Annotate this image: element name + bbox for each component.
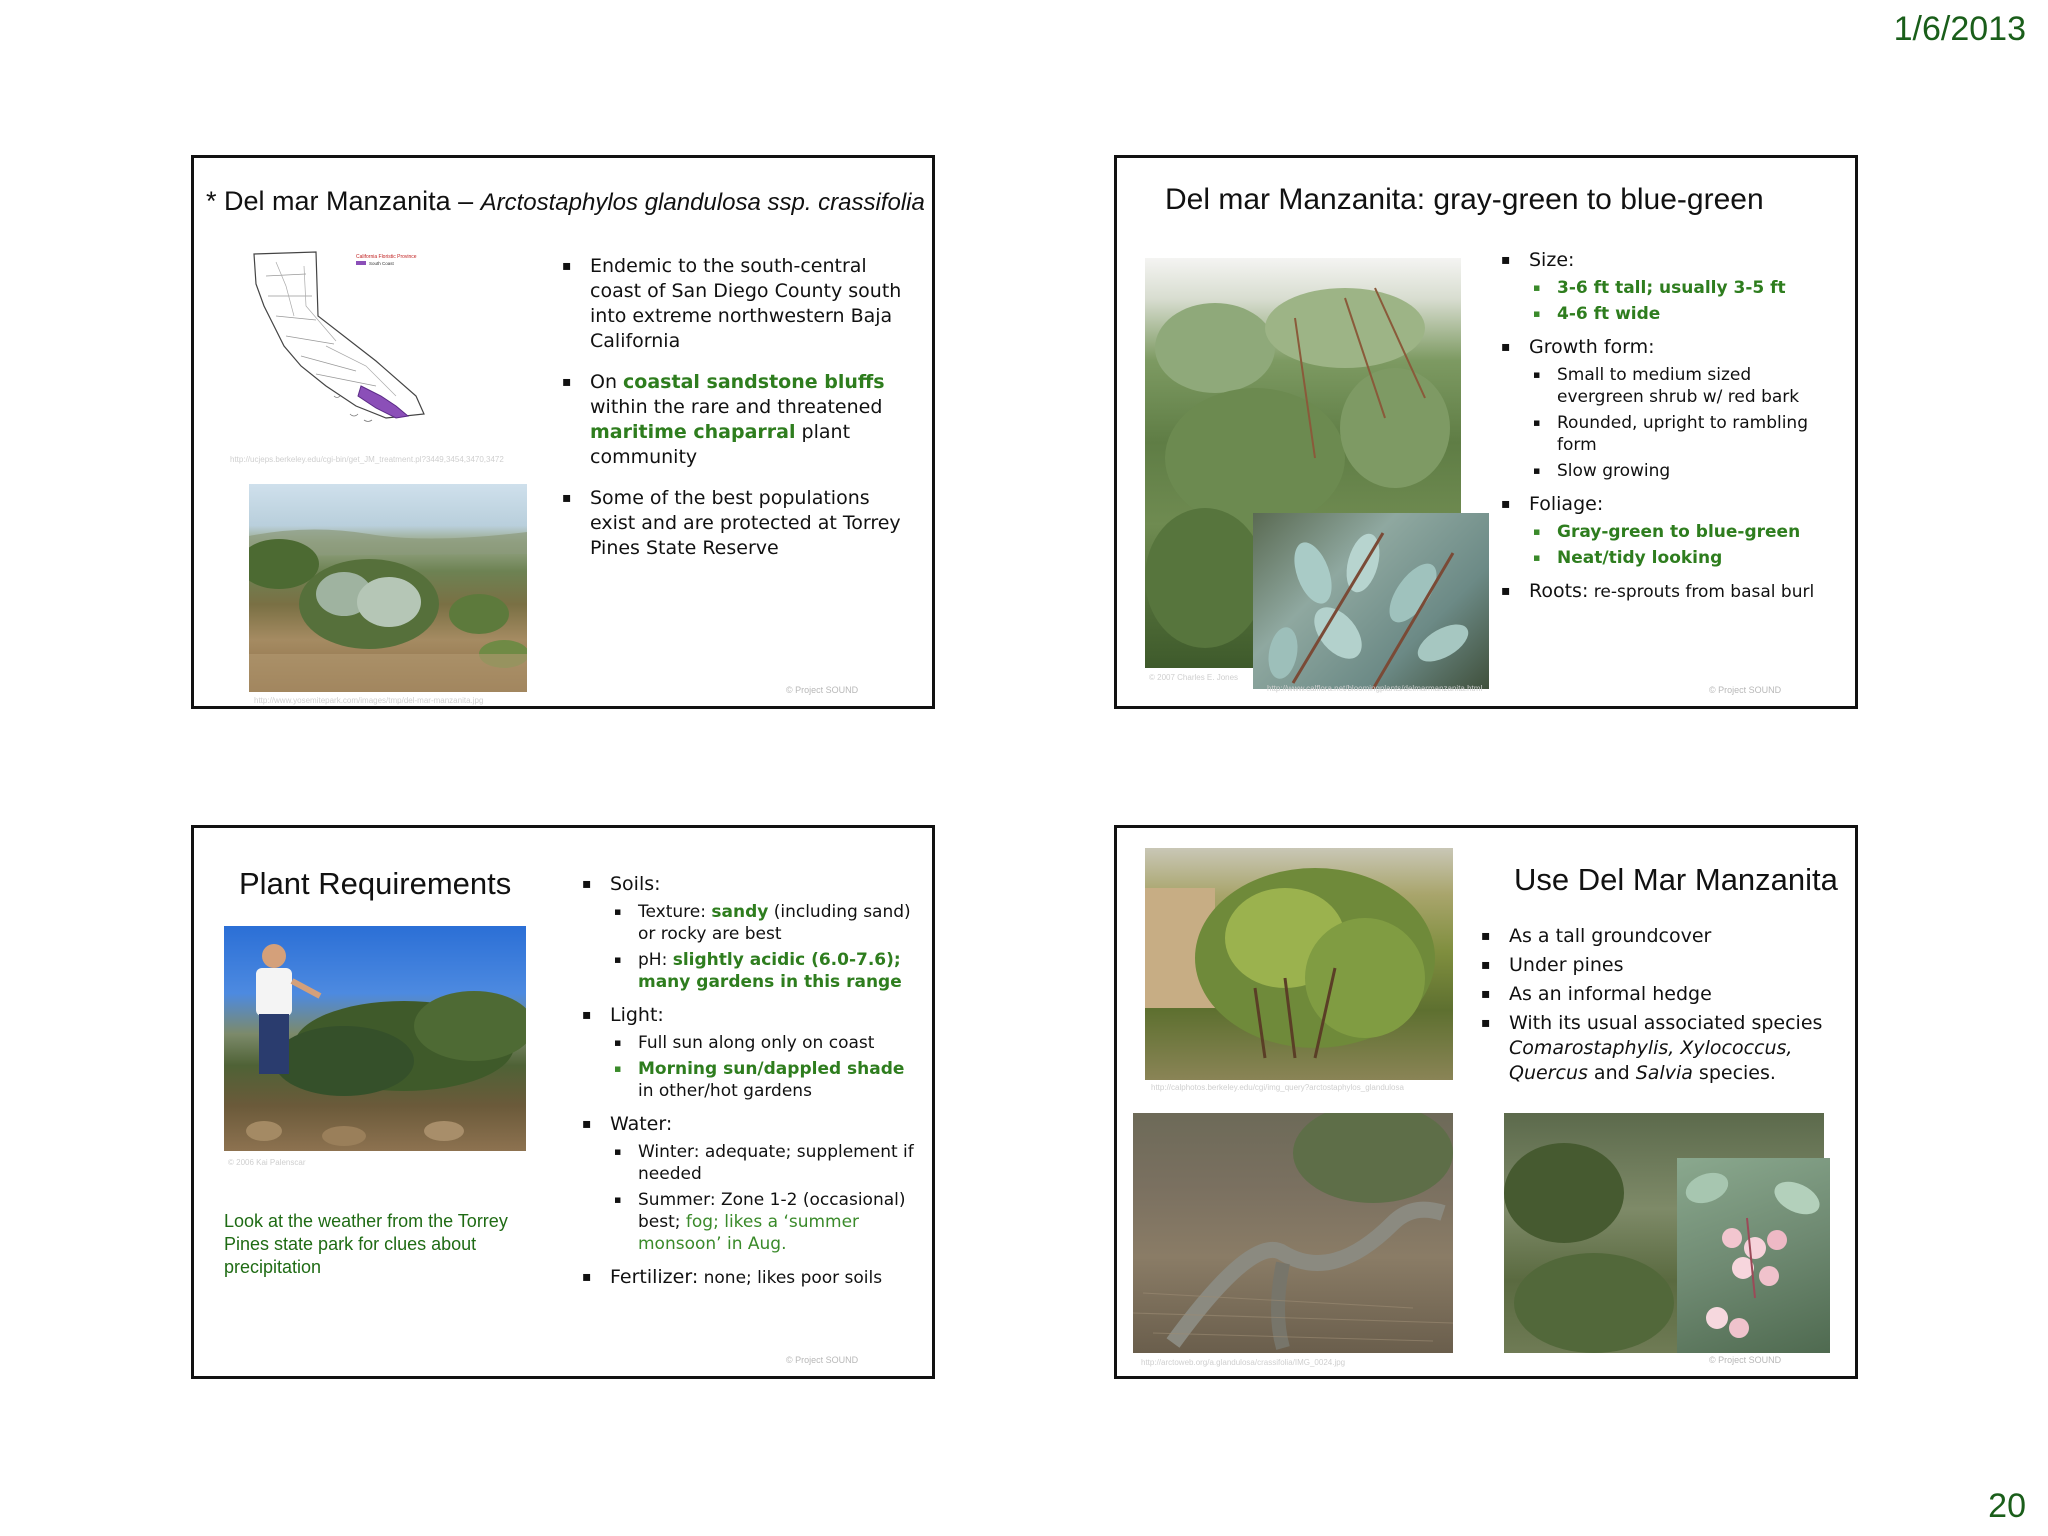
slide-thumbnail-2[interactable] (1114, 155, 1858, 709)
slide-bullets (582, 872, 922, 1307)
highlight-term: sandy (711, 902, 769, 922)
photo-credit: © 2006 Kai Palenscar (228, 1158, 306, 1167)
sub-bullet: ▪ 3-6 ft tall; usually 3-5 ft (1529, 277, 1841, 299)
bullet-text: On (590, 371, 624, 393)
copyright: © Project SOUND (1709, 1355, 1782, 1365)
bullet-label: Size: (1529, 249, 1575, 271)
bullet-roots (1501, 579, 1841, 605)
bullet-text: within the rare and threatened (590, 396, 883, 418)
photo-source-url: http://www.calflora.net/bloomingplants/delmarmanzanita.html (1267, 684, 1483, 693)
sub-bullet-text: Summer: Zone 1-2 (occasional) best; (638, 1190, 906, 1232)
bullet-label: Foliage: (1529, 493, 1604, 515)
copyright: © Project SOUND (1709, 685, 1782, 695)
slide-bullets (562, 254, 912, 577)
sub-bullet-text: in other/hot gardens (638, 1081, 812, 1101)
shrub-garden-photo (1145, 848, 1453, 1080)
slide-thumbnail-3[interactable] (191, 825, 935, 1379)
sub-bullet: ▪ Full sun along only on coast (610, 1032, 922, 1054)
photo-credit: © 2007 Charles E. Jones (1149, 673, 1239, 682)
bullet-water (582, 1112, 922, 1255)
map-legend-swatch (356, 261, 366, 265)
highlight-term: coastal sandstone bluffs (623, 371, 885, 393)
slide-title: Use Del Mar Manzanita (1514, 862, 1838, 897)
species-names: Comarostaphylis, Xylococcus, Quercus (1509, 1037, 1793, 1084)
slide-thumbnail-4[interactable] (1114, 825, 1858, 1379)
sub-bullet: ▪ 4-6 ft wide (1529, 303, 1841, 325)
page-number: 20 (1988, 1487, 2026, 1525)
bullet-label: Roots: (1529, 580, 1589, 602)
sub-bullet-ph (610, 949, 922, 993)
bullet-populations: ▪ Some of the best populations exist and are protected at Torrey Pines State Reserve (562, 486, 912, 561)
slide-title: Del mar Manzanita: gray-green to blue-green (1165, 183, 1764, 216)
copyright: © Project SOUND (786, 1355, 859, 1365)
species-names: Salvia (1635, 1062, 1693, 1084)
bullet-text: species. (1692, 1062, 1776, 1084)
sub-bullet (610, 1058, 922, 1102)
bullet-associated-species (1481, 1011, 1851, 1086)
sub-bullet: ▪ Gray-green to blue-green (1529, 521, 1841, 543)
bullet-label: Water: (610, 1113, 673, 1135)
slide-title (206, 186, 925, 217)
bullet-soils (582, 872, 922, 993)
weather-note: Look at the weather from the Torrey Pines state park for clues about precipitation (224, 1211, 508, 1277)
sub-bullet-label: pH: (638, 950, 673, 970)
bullet-habitat (562, 370, 912, 470)
bullet-hedge: ▪ As an informal hedge (1481, 982, 1851, 1007)
highlight-term: Morning sun/dappled shade (638, 1059, 905, 1079)
bullet-label: Light: (610, 1004, 664, 1026)
map-source-url: http://ucjeps.berkeley.edu/cgi-bin/get_JM_treatment.pl?3449,3454,3470,3472 (230, 455, 504, 464)
bullet-text: plant community (590, 421, 851, 468)
highlight-term: fog; likes a ‘summer monsoon’ in Aug. (638, 1212, 860, 1254)
bullet-text: none; likes poor soils (698, 1268, 883, 1288)
sub-bullet (610, 1189, 922, 1255)
highlight-term: maritime chaparral (590, 421, 796, 443)
california-range-map (246, 246, 456, 436)
sub-bullet: ▪ Rounded, upright to rambling form (1529, 412, 1841, 456)
bullet-label: Growth form: (1529, 336, 1655, 358)
slide-bullets (1481, 924, 1851, 1102)
highlight-term: slightly acidic (6.0-7.6); many gardens in this range (638, 950, 902, 992)
bullet-fertilizer (582, 1265, 922, 1291)
bullet-label: Soils: (610, 873, 661, 895)
burl-trunk-photo (1133, 1113, 1453, 1353)
sub-bullet-label: Texture: (638, 902, 712, 922)
bullet-under-pines: ▪ Under pines (1481, 953, 1851, 978)
bullet-label: Fertilizer: (610, 1266, 699, 1288)
bullet-size (1501, 248, 1841, 325)
title-species: Arctostaphylos glandulosa ssp. crassifolia (480, 189, 925, 216)
copyright: © Project SOUND (786, 685, 859, 695)
photo-source-url: http://www.yosemitepark.com/images/tmp/del-mar-manzanita.jpg (254, 696, 484, 705)
chaparral-habitat-photo (249, 484, 527, 692)
sub-bullet: ▪ Neat/tidy looking (1529, 547, 1841, 569)
slide-thumbnail-1[interactable] (191, 155, 935, 709)
bullet-text: re-sprouts from basal burl (1588, 582, 1815, 602)
photo-source-url: http://arctoweb.org/a.glandulosa/crassifolia/IMG_0024.jpg (1141, 1358, 1346, 1367)
map-legend-title: California Floristic Province (356, 254, 417, 260)
bullet-groundcover: ▪ As a tall groundcover (1481, 924, 1851, 949)
slide-title: Plant Requirements (239, 866, 512, 901)
slide-bullets (1501, 248, 1841, 621)
photo-source-url: http://calphotos.berkeley.edu/cgi/img_query?arctostaphylos_glandulosa (1151, 1083, 1404, 1092)
bullet-text: With its usual associated species (1509, 1012, 1823, 1034)
person-with-shrub-photo (224, 926, 526, 1151)
bullet-light (582, 1003, 922, 1102)
title-prefix: * Del mar Manzanita – (206, 186, 481, 216)
header-date: 1/6/2013 (1893, 10, 2026, 48)
bullet-growth-form (1501, 335, 1841, 482)
sub-bullet-texture (610, 901, 922, 945)
sub-bullet: ▪ Winter: adequate; supplement if needed (610, 1141, 922, 1185)
map-legend-item: South Coast (369, 261, 394, 266)
bullet-foliage (1501, 492, 1841, 569)
bullet-endemic: ▪ Endemic to the south-central coast of San Diego County south into extreme northwestern Baja California (562, 254, 912, 354)
sub-bullet: ▪ Small to medium sized evergreen shrub w/ red bark (1529, 364, 1841, 408)
sub-bullet-text: (including sand) or rocky are best (638, 902, 911, 944)
manzanita-flowers-photo (1677, 1158, 1830, 1353)
bullet-text: and (1587, 1062, 1636, 1084)
foliage-closeup-photo (1253, 513, 1489, 689)
sub-bullet: ▪ Slow growing (1529, 460, 1841, 482)
